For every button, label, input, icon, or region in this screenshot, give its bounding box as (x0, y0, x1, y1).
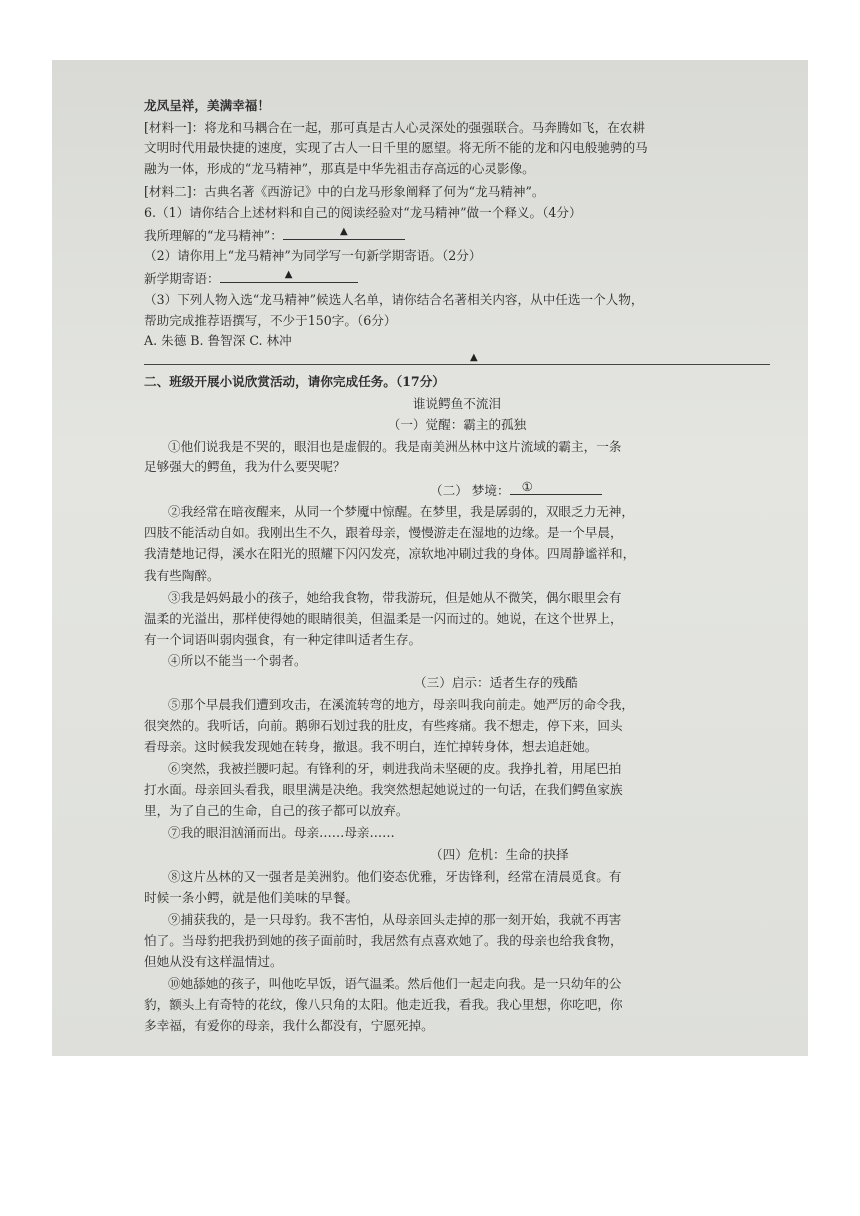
paragraph-line: 打水面。母亲回头看我，眼里满是决绝。我突然想起她说过的一句话，在我们鳄鱼家族 (144, 782, 623, 797)
paragraph-line: 四肢不能活动自如。我刚出生不久，跟着母亲，慢慢游走在湿地的边缘。是一个早晨， (144, 525, 623, 540)
triangle-icon: ▲ (470, 352, 478, 363)
text-line: 融为一体，形成的“龙马精神”，那真是中华先祖击存高远的心灵影像。 (144, 161, 535, 176)
paragraph-line: 看母亲。这时候我发现她在转身，撤退。我不明白，连忙掉转身体，想去追赶她。 (144, 739, 598, 754)
paragraph-line: 很突然的。我听话，向前。鹅卵石划过我的肚皮，有些疼痛。我不想走，停下来，回头 (144, 718, 623, 733)
answer-blank (220, 270, 358, 283)
subheading: （一）觉醒：霸主的孤独 (387, 417, 527, 432)
text-line: [材料一]：将龙和马耦合在一起，那可真是古人心灵深处的强强联合。马奔腾如飞，在农耕 (144, 120, 645, 135)
question-6-2: （2）请你用上“龙马精神”为同学写一句新学期寄语。（2分） (144, 248, 482, 263)
subheading-blank (510, 479, 602, 495)
text-line: 文明时代用最快捷的速度，实现了古人一日千里的愿望。将无所不能的龙和闪电般驰骋的马 (144, 140, 648, 155)
subheading: （四）危机：生命的抉择 (430, 847, 569, 862)
answer-label: 我所理解的“龙马精神”： (144, 228, 283, 243)
question-6-1: 6.（1）请你结合上述材料和自己的阅读经验对“龙马精神”做一个释义。（4分） (144, 205, 582, 220)
paragraph-line: 多幸福，有爱你的母亲，我什么都没有，宁愿死掉。 (144, 1018, 434, 1033)
answer-rule (144, 364, 770, 365)
triangle-icon: ▲ (284, 269, 293, 280)
subheading: （三）启示：适者生存的残酷 (414, 675, 578, 690)
paragraph-line: 怕了。当母豹把我扔到她的孩子面前时，我居然有点喜欢她了。我的母亲也给我食物， (144, 933, 623, 948)
paragraph-line: 但她从没有这样温情过。 (144, 954, 283, 969)
paragraph-line: 足够强大的鳄鱼，我为什么要哭呢？ (144, 459, 346, 474)
paragraph-line: 时候一条小鳄，就是他们美味的早餐。 (144, 890, 359, 905)
paragraph-line: ⑩她舔她的孩子，叫他吃早饭，语气温柔。然后他们一起走向我。是一只幼年的公 (168, 976, 622, 991)
answer-blank (283, 227, 405, 240)
story-title: 谁说鳄鱼不流泪 (412, 396, 502, 411)
blank-number: ① (521, 479, 533, 494)
answer-label: 新学期寄语： (144, 271, 220, 286)
paragraph-line: ①他们说我是不哭的，眼泪也是虚假的。我是南美洲丛林中这片流域的霸主，一条 (168, 439, 622, 454)
paragraph-line: ⑤那个早晨我们遭到攻击，在溪流转弯的地方，母亲叫我向前走。她严厉的命令我， (168, 697, 634, 712)
triangle-icon: ▲ (339, 226, 348, 237)
paragraph-line: 里，为了自己的生命，自己的孩子都可以放弃。 (144, 803, 409, 818)
text-line: 龙凤呈祥，美满幸福！ (144, 98, 270, 113)
paragraph-line: ③我是妈妈最小的孩子，她给我食物，带我游玩，但是她从不微笑，偶尔眼里会有 (168, 590, 622, 605)
subheading-dream (430, 479, 602, 499)
section-heading: 二、班级开展小说欣赏活动，请你完成任务。（17分） (144, 374, 445, 389)
paragraph-line: 我有些陶醉。 (144, 568, 220, 583)
paragraph-line: ②我经常在暗夜醒来，从同一个梦魇中惊醒。在梦里，我是孱弱的，双眼乏力无神， (168, 504, 634, 519)
choice-options: A. 朱德 B. 鲁智深 C. 林冲 (144, 333, 292, 348)
paragraph-line: ④所以不能当一个弱者。 (168, 653, 307, 668)
paragraph-line: 我清楚地记得，溪水在阳光的照耀下闪闪发亮，凉软地冲刷过我的身体。四周静谧祥和， (144, 546, 636, 561)
answer-line-2 (144, 270, 358, 287)
text-line: [材料二]：古典名著《西游记》中的白龙马形象阐释了何为“龙马精神”。 (144, 184, 545, 199)
subheading-label: （二） 梦境： (430, 483, 510, 498)
paragraph-line: ⑦我的眼泪汹涌而出。母亲……母亲…… (168, 825, 395, 840)
paragraph-line: 豹，额头上有奇特的花纹，像八只角的太阳。他走近我，看我。我心里想，你吃吧，你 (144, 997, 623, 1012)
text-line: 帮助完成推荐语撰写，不少于150字。（6分） (144, 313, 397, 328)
paragraph-line: ⑥突然，我被拦腰叼起。有锋利的牙，刺进我尚未坚硬的皮。我挣扎着，用尾巴拍 (168, 761, 622, 776)
paragraph-line: 温柔的光溢出，那样使得她的眼睛很美，但温柔是一闪而过的。她说，在这个世界上， (144, 611, 623, 626)
question-6-3: （3）下列人物入选“龙马精神”候选人名单，请你结合名著相关内容，从中任选一个人物， (144, 292, 644, 307)
paragraph-line: ⑧这片丛林的又一强者是美洲豹。他们姿态优雅，牙齿锋利，经常在清晨觅食。有 (168, 869, 622, 884)
answer-line-1 (144, 227, 405, 244)
exam-page-photo (52, 60, 808, 1056)
paragraph-line: ⑨捕获我的，是一只母豹。我不害怕，从母亲回头走掉的那一刻开始，我就不再害 (168, 912, 622, 927)
paragraph-line: 有一个词语叫弱肉强食，有一种定律叫适者生存。 (144, 632, 422, 647)
